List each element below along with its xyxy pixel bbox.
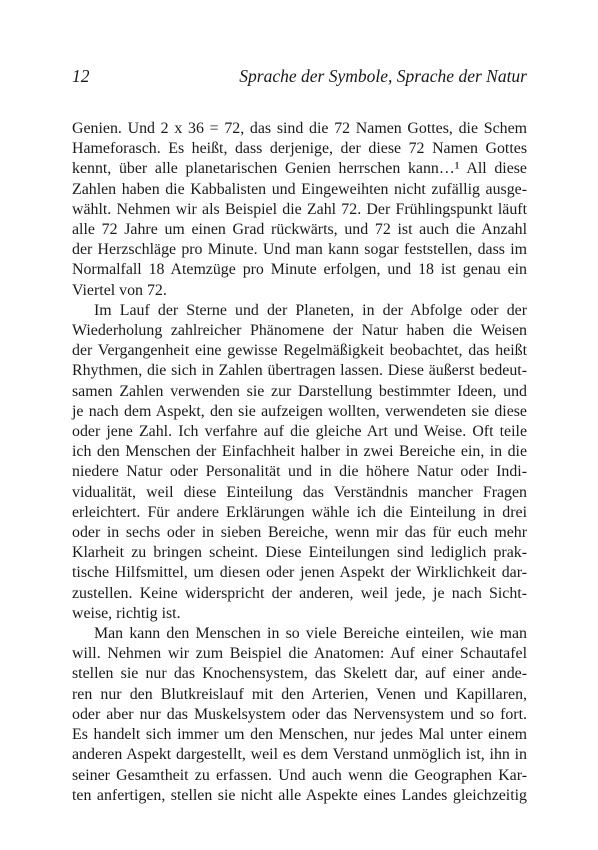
text-line: Normalfall 18 Atemzüge pro Minute erfolgen, und 18 ist genau ein: [72, 261, 527, 279]
text-line: Klarheit zu bringen scheint. Diese Einteilungen sind lediglich prak-: [72, 544, 527, 562]
text-line: weise, richtig ist.: [72, 604, 181, 622]
text-line: ten anfertigen, stellen sie nicht alle Aspekte eines Landes gleichzeitig: [72, 786, 527, 804]
text-line: kennt, über alle planetarischen Genien herrschen kann…¹ All diese: [72, 160, 527, 178]
text-line: ren nur den Blutkreislauf mit den Arterien, Venen und Kapillaren,: [72, 685, 527, 703]
running-title: Sprache der Symbole, Sprache der Natur: [239, 66, 527, 86]
text-line: stellen sie nur das Knochensystem, das Skelett dar, auf einer ande-: [72, 665, 527, 683]
text-line: wählt. Nehmen wir als Beispiel die Zahl 72. Der Frühlingspunkt läuft: [72, 200, 527, 218]
text-line: Rhythmen, die sich in Zahlen übertragen lassen. Diese äußerst bedeut-: [72, 362, 527, 380]
text-line: alle 72 Jahre um einen Grad rückwärts, und 72 ist auch die Anzahl: [72, 221, 527, 239]
text-line: seiner Gesamtheit zu erfassen. Und auch wenn die Geographen Kar-: [72, 766, 527, 784]
text-line: oder aber nur das Muskelsystem oder das Nervensystem und so fort.: [72, 705, 527, 723]
text-line: oder in sechs oder in sieben Bereiche, wenn mir das für euch mehr: [72, 524, 527, 542]
text-line: Zahlen haben die Kabbalisten und Eingeweihten nicht zufällig ausge-: [72, 180, 527, 198]
text-line: niedere Natur oder Personalität und in die höhere Natur oder Indi-: [72, 463, 527, 481]
text-line: je nach dem Aspekt, den sie aufzeigen wollten, verwendeten sie diese: [72, 402, 527, 420]
paragraph: [72, 119, 527, 301]
text-line: tische Hilfsmittel, um diesen oder jenen Aspekt der Wirklichkeit dar-: [72, 564, 527, 582]
page-number: 12: [72, 66, 90, 86]
text-line: Wiederholung zahlreicher Phänomene der Natur haben die Weisen: [72, 322, 527, 340]
text-line: der Herzschläge pro Minute. Und man kann sogar feststellen, dass im: [72, 241, 527, 259]
body-text: [72, 119, 527, 806]
text-line: Im Lauf der Sterne und der Planeten, in der Abfolge oder der: [94, 301, 527, 319]
text-line: will. Nehmen wir zum Beispiel die Anatomen: Auf einer Schautafel: [72, 645, 527, 663]
text-line: Viertel von 72.: [72, 281, 167, 299]
running-header: [72, 63, 527, 89]
text-line: samen Zahlen verwenden sie zur Darstellung bestimmter Ideen, und: [72, 382, 527, 400]
text-line: Genien. Und 2 x 36 = 72, das sind die 72 Namen Gottes, die Schem: [72, 120, 527, 137]
text-line: Man kann den Menschen in so viele Bereiche einteilen, wie man: [94, 625, 527, 643]
text-line: anderen Aspekt dargestellt, weil es dem Verstand unmöglich ist, ihn in: [72, 746, 527, 764]
text-line: der Vergangenheit eine gewisse Regelmäßigkeit beobachtet, das heißt: [72, 342, 527, 360]
text-line: zustellen. Keine widerspricht der anderen, weil jede, je nach Sicht-: [72, 584, 527, 602]
text-line: vidualität, weil diese Einteilung das Verständnis mancher Fragen: [72, 483, 527, 501]
text-line: oder jene Zahl. Ich verfahre auf die gleiche Art und Weise. Oft teile: [72, 423, 527, 441]
text-line: erleichtert. Für andere Erklärungen wähle ich die Einteilung in drei: [72, 503, 527, 521]
paragraph: [72, 624, 527, 806]
paragraph: [72, 301, 527, 624]
text-line: ich den Menschen der Einfachheit halber in zwei Bereiche ein, in die: [72, 443, 527, 461]
text-line: Es handelt sich immer um den Menschen, nur jedes Mal unter einem: [72, 726, 527, 744]
text-line: Hameforasch. Es heißt, dass derjenige, der diese 72 Namen Gottes: [72, 140, 527, 158]
